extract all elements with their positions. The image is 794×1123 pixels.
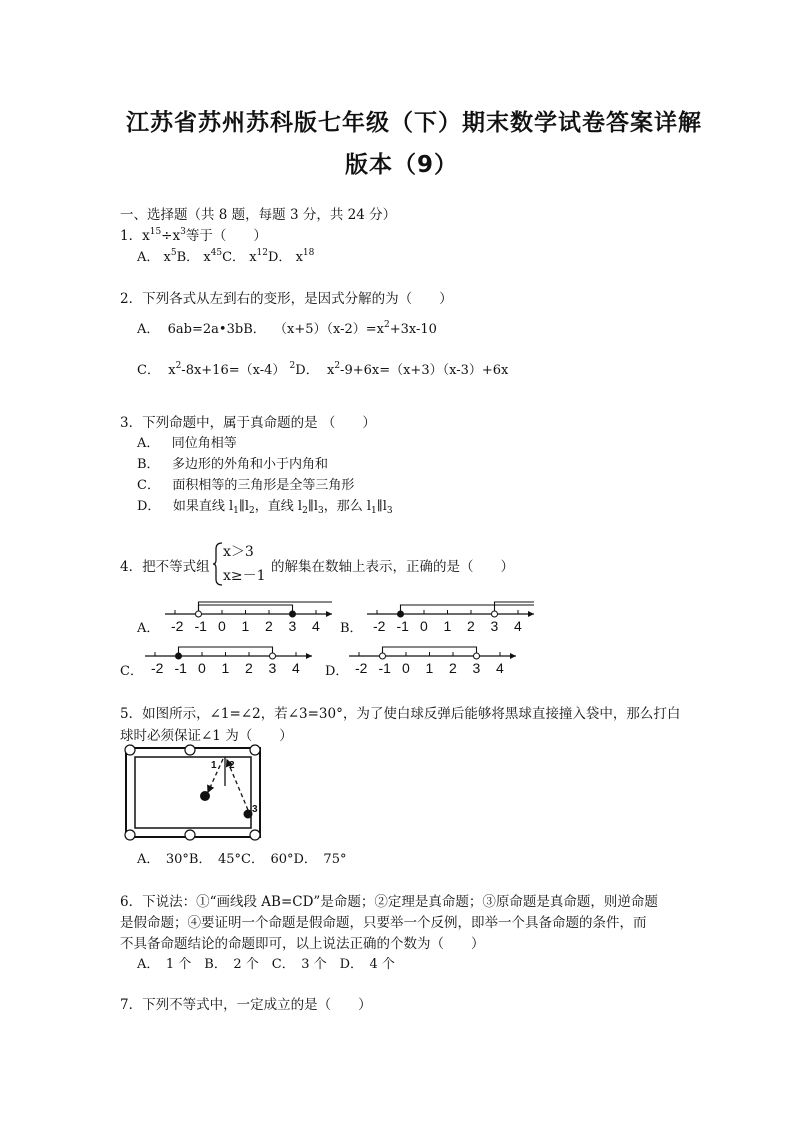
question-2-options-ab: A． 6ab=2a•3bB． $(x+5)(x-2)=x^2+3x-10$ bbox=[137, 320, 437, 337]
tick-label: 3 bbox=[490, 618, 499, 634]
tick-label: 0 bbox=[218, 618, 226, 634]
tick-label: 2 bbox=[449, 660, 457, 676]
black-ball bbox=[200, 791, 210, 801]
question-2-stem: 2．下列各式从左到右的变形，是因式分解的为（ ） bbox=[120, 291, 453, 307]
question-3-stem: 3．下列命题中，属于真命题的是 （ ） bbox=[120, 415, 376, 431]
tick-label: 1 bbox=[241, 618, 250, 634]
question-7-stem: 7．下列不等式中，一定成立的是（ ） bbox=[120, 997, 372, 1013]
question-5-line1: 5．如图所示，∠1=∠2，若∠3=30°，为了使白球反弹后能够将黑球直接撞入袋中，那么打白 bbox=[120, 706, 681, 722]
angle-label-1: 1 bbox=[211, 760, 217, 771]
q2-option-c: $x^2-8x+16=(x-4)$ $^2$ bbox=[168, 361, 296, 378]
q1-base: x bbox=[142, 228, 150, 244]
q1-exponent-1: 15 bbox=[149, 227, 162, 237]
q3-option-c: C． 面积相等的三角形是全等三角形 bbox=[137, 478, 355, 493]
q1-option-d: D． $x^{18}$ bbox=[268, 248, 315, 265]
tick-label: 1 bbox=[221, 660, 230, 676]
q2-option-d: $x^2-9+6x=(x+3)(x-3)+6x$ bbox=[326, 361, 509, 378]
section-header: 一、选择题（共 8 题，每题 3 分，共 24 分） bbox=[120, 207, 397, 223]
angle-label-2: 2 bbox=[229, 760, 235, 771]
tick-label: 0 bbox=[402, 660, 410, 676]
tick-label: -1 bbox=[194, 618, 207, 634]
question-6-options: A． 1 个 B． 2 个 C． 3 个 D． 4 个 bbox=[137, 957, 395, 972]
q3-option-b: B． 多边形的外角和小于内角和 bbox=[137, 457, 328, 472]
inequality-system bbox=[223, 541, 273, 587]
number-line-a bbox=[163, 595, 333, 635]
tick-label: 3 bbox=[288, 618, 297, 634]
tick-label: -1 bbox=[378, 660, 391, 676]
number-line-c bbox=[143, 637, 323, 677]
axis-arrow-icon bbox=[528, 611, 534, 617]
q4-label-b: B． bbox=[340, 621, 363, 636]
q4-label-a: A． bbox=[137, 621, 160, 636]
axis-arrow-icon bbox=[510, 653, 516, 659]
number-line-d bbox=[347, 637, 527, 677]
document-title-line2: 版本（9） bbox=[345, 152, 459, 178]
solution-ray bbox=[199, 602, 333, 614]
tick-label: -2 bbox=[151, 660, 164, 676]
q1-tail: 等于（ ） bbox=[185, 228, 267, 244]
tick-label: 4 bbox=[312, 618, 320, 634]
tick-label: 3 bbox=[472, 660, 481, 676]
tick-label: -1 bbox=[174, 660, 187, 676]
table-outer-border bbox=[126, 748, 260, 837]
solution-ray bbox=[401, 605, 535, 614]
inequality-1: x＞3 bbox=[223, 544, 254, 560]
billiard-table-figure bbox=[120, 742, 266, 842]
axis-arrow-icon bbox=[326, 611, 332, 617]
q2-option-a: 6ab=2a•3b bbox=[167, 322, 244, 337]
q1-option-a: A． $x^5$ bbox=[137, 248, 177, 265]
pocket-top-middle bbox=[185, 745, 195, 755]
q4-label-d: D． bbox=[325, 664, 349, 679]
q1-option-c: C． $x^{12}$ bbox=[222, 248, 268, 265]
solid-point bbox=[398, 611, 404, 617]
q1-number: 1． bbox=[120, 228, 143, 244]
q2-option-b: $(x+5)(x-2)=x^2+3x-10$ bbox=[274, 320, 437, 337]
q4-label-c: C． bbox=[120, 664, 143, 679]
question-6-line3: 不具备命题结论的命题即可，以上说法正确的个数为（ ） bbox=[120, 936, 485, 952]
pocket-bottom-right bbox=[250, 830, 260, 840]
question-5-options: A． 30°B． 45°C． 60°D． 75° bbox=[137, 852, 347, 867]
tick-label: 4 bbox=[496, 660, 504, 676]
question-4-stem-pre: 4．把不等式组 bbox=[120, 559, 210, 575]
pocket-bottom-middle bbox=[185, 830, 195, 840]
question-6-line2: 是假命题；④要证明一个命题是假命题，只要举一个反例，即举一个具备命题的条件，而 bbox=[120, 915, 647, 931]
tick-label: 2 bbox=[245, 660, 253, 676]
question-1-stem bbox=[120, 224, 267, 244]
q1-option-b: B． $x^{45}$ bbox=[176, 248, 223, 265]
tick-label: -2 bbox=[373, 618, 386, 634]
tick-label: 2 bbox=[265, 618, 273, 634]
question-5-line2: 球时必须保证∠1 为（ ） bbox=[120, 728, 293, 744]
question-4-stem-post: 的解集在数轴上表示，正确的是（ ） bbox=[271, 559, 514, 575]
q1-operator: ÷x bbox=[161, 228, 181, 244]
angle-label-3: 3 bbox=[252, 804, 258, 815]
tick-label: 4 bbox=[292, 660, 300, 676]
document-title-line1: 江苏省苏州苏科版七年级（下）期末数学试卷答案详解 bbox=[126, 110, 702, 136]
q1-exponent-2: 3 bbox=[180, 227, 186, 237]
open-point bbox=[492, 611, 498, 617]
number-line-b bbox=[365, 595, 545, 635]
q3-option-d: D． 如果直线 $l_1\parallel l_2$，直线 $l_2\parallel l_3$，那么 $l_1\parallel l_3$ bbox=[137, 499, 393, 516]
pocket-top-right bbox=[250, 745, 260, 755]
tick-label: 1 bbox=[443, 618, 452, 634]
question-1-options bbox=[137, 246, 314, 265]
tick-label: 2 bbox=[467, 618, 475, 634]
inequality-2: x≥－1 bbox=[223, 568, 266, 584]
tick-label: -2 bbox=[171, 618, 184, 634]
axis-arrow-icon bbox=[306, 653, 312, 659]
tick-label: -1 bbox=[396, 618, 409, 634]
tick-label: 0 bbox=[198, 660, 206, 676]
question-6-line1: 6．下说法：①“画线段 AB=CD”是命题；②定理是真命题；③原命题是真命题，则逆命题 bbox=[120, 894, 658, 910]
open-point bbox=[270, 653, 276, 659]
tick-label: 4 bbox=[514, 618, 522, 634]
pocket-bottom-left bbox=[125, 830, 135, 840]
tick-label: 0 bbox=[420, 618, 428, 634]
tick-label: 1 bbox=[425, 660, 434, 676]
tick-label: -2 bbox=[355, 660, 368, 676]
open-point bbox=[196, 611, 202, 617]
pocket-top-left bbox=[125, 745, 135, 755]
open-point bbox=[474, 653, 480, 659]
q3-option-a: A． 同位角相等 bbox=[137, 436, 237, 451]
question-2-options-cd: C． $x^2-8x+16=(x-4)$ $^2$D． $x^2-9+6x=(x+3)(x-3)+6x$ bbox=[137, 361, 509, 378]
solid-point bbox=[176, 653, 182, 659]
tick-label: 3 bbox=[268, 660, 277, 676]
open-point bbox=[380, 653, 386, 659]
solid-point bbox=[290, 611, 296, 617]
